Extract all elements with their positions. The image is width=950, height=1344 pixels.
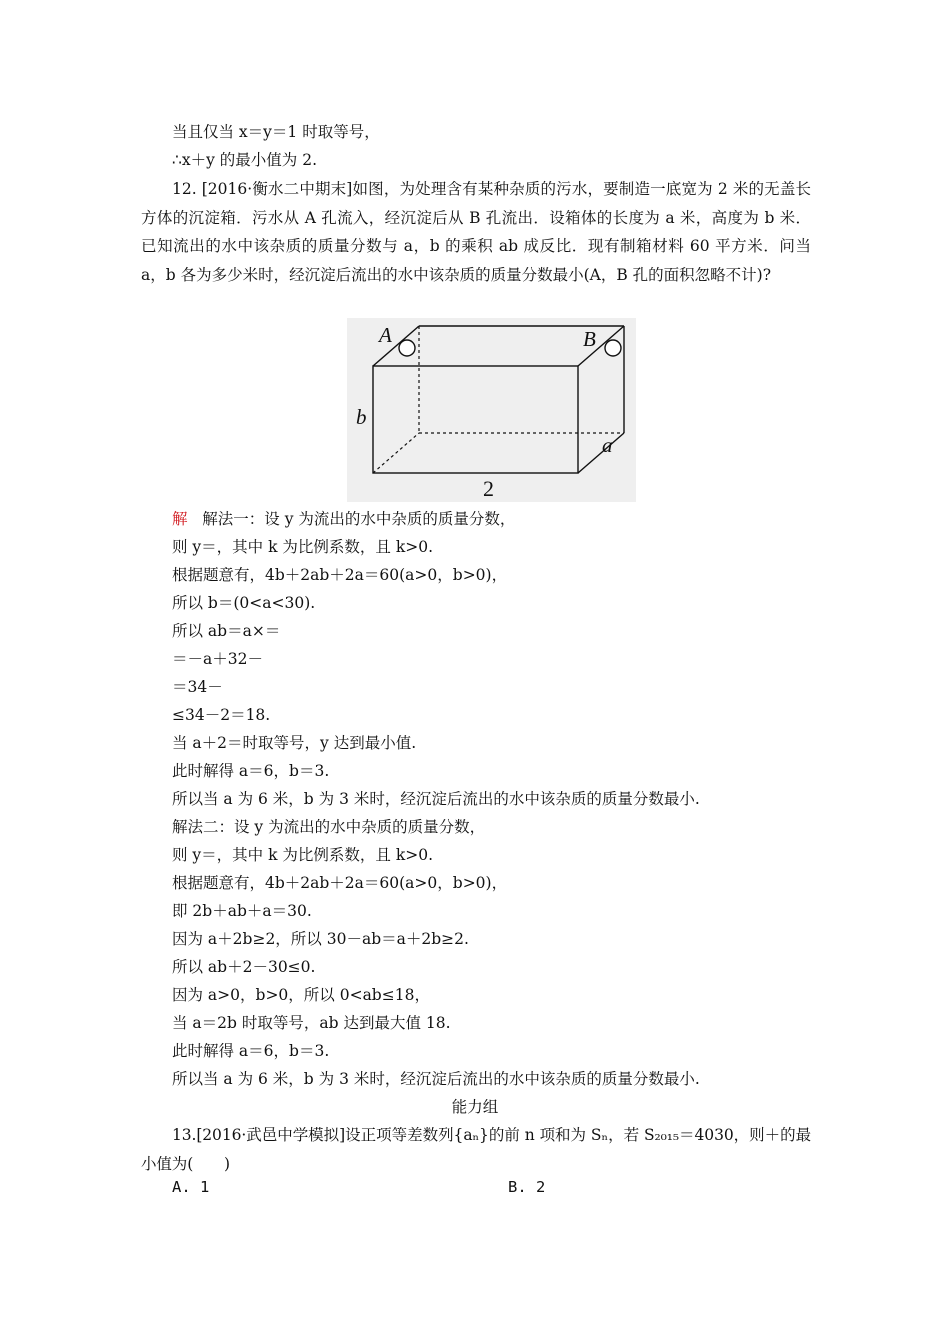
solution-line: 则 y＝，其中 k 为比例系数，且 k>0. bbox=[172, 846, 434, 864]
label-b-hole: B bbox=[583, 327, 596, 351]
solution-line: 所以 b＝(0<a<30). bbox=[172, 594, 316, 612]
solution-line: 所以 ab＝a×＝ bbox=[172, 622, 281, 640]
label-length: a bbox=[602, 433, 613, 457]
solution-line: 则 y＝，其中 k 为比例系数，且 k>0. bbox=[172, 538, 434, 556]
problem-12-text: 12. [2016·衡水二中期末]如图，为处理含有某种杂质的污水，要制造一底宽为 2 米的无盖长方体的沉淀箱．污水从 A 孔流入，经沉淀后从 B 孔流出．设箱体的长度为 a 米，高度为 b 米．已知流出的水中该杂质的质量分数与 a，b 的乘积 ab 成反比．现有制箱材料 60 平方米．问当 a，b 各为多少米时，经沉淀后流出的水中该杂质的质量分数最小(A，B 孔的面积忽略不计)? bbox=[141, 180, 811, 284]
solution-line: 此时解得 a＝6，b＝3. bbox=[172, 1042, 330, 1060]
solution-line-1 bbox=[172, 508, 515, 530]
solution-line: ≤34－2＝18. bbox=[172, 706, 271, 724]
solution-line: 根据题意有，4b＋2ab＋2a＝60(a>0，b>0)， bbox=[172, 874, 508, 892]
bottom-right-edge bbox=[578, 433, 624, 473]
option-b: B. 2 bbox=[508, 1178, 546, 1196]
solution-line: 因为 a>0，b>0，所以 0<ab≤18， bbox=[172, 986, 430, 1004]
intro-line-2: ∴x＋y 的最小值为 2. bbox=[172, 151, 318, 169]
hole-a-icon bbox=[399, 340, 415, 356]
solution-line-1-text: 解法一：设 y 为流出的水中杂质的质量分数， bbox=[202, 510, 516, 528]
label-a-hole: A bbox=[379, 323, 392, 347]
solution-line: ＝34－ bbox=[172, 678, 223, 696]
solution-line: 所以当 a 为 6 米，b 为 3 米时，经沉淀后流出的水中该杂质的质量分数最小. bbox=[172, 1070, 700, 1088]
option-a: A. 1 bbox=[172, 1178, 210, 1196]
section-title: 能力组 bbox=[451, 1098, 499, 1116]
solution-line: 所以 ab＋2－30≤0. bbox=[172, 958, 316, 976]
problem-12 bbox=[141, 175, 811, 289]
solution-line: 根据题意有，4b＋2ab＋2a＝60(a>0，b>0)， bbox=[172, 566, 508, 584]
front-face bbox=[373, 366, 578, 473]
hole-b-icon bbox=[605, 340, 621, 356]
tank-diagram-svg bbox=[347, 318, 636, 502]
intro-line-1: 当且仅当 x＝y＝1 时取等号， bbox=[172, 123, 380, 141]
solution-line: 所以当 a 为 6 米，b 为 3 米时，经沉淀后流出的水中该杂质的质量分数最小. bbox=[172, 790, 700, 808]
label-height: b bbox=[356, 405, 367, 429]
solution-mark: 解 bbox=[172, 510, 188, 528]
solution-line: ＝－a＋32－ bbox=[172, 650, 263, 668]
solution-line: 即 2b＋ab＋a＝30. bbox=[172, 902, 312, 920]
solution-line: 当 a＋2＝时取等号，y 达到最小值. bbox=[172, 734, 417, 752]
hidden-bottom-left bbox=[373, 433, 419, 473]
solution-line: 因为 a＋2b≥2，所以 30－ab＝a＋2b≥2. bbox=[172, 930, 469, 948]
solution-line: 解法二：设 y 为流出的水中杂质的质量分数， bbox=[172, 818, 486, 836]
solution-line: 当 a＝2b 时取等号，ab 达到最大值 18. bbox=[172, 1014, 451, 1032]
tank-diagram bbox=[347, 318, 636, 502]
solution-line: 此时解得 a＝6，b＝3. bbox=[172, 762, 330, 780]
problem-13-text: 13.[2016·武邑中学模拟]设正项等差数列{aₙ}的前 n 项和为 Sₙ，若 S₂₀₁₅＝4030，则＋的最小值为( ) bbox=[141, 1126, 811, 1173]
label-width: 2 bbox=[483, 476, 494, 501]
problem-13 bbox=[141, 1121, 811, 1178]
